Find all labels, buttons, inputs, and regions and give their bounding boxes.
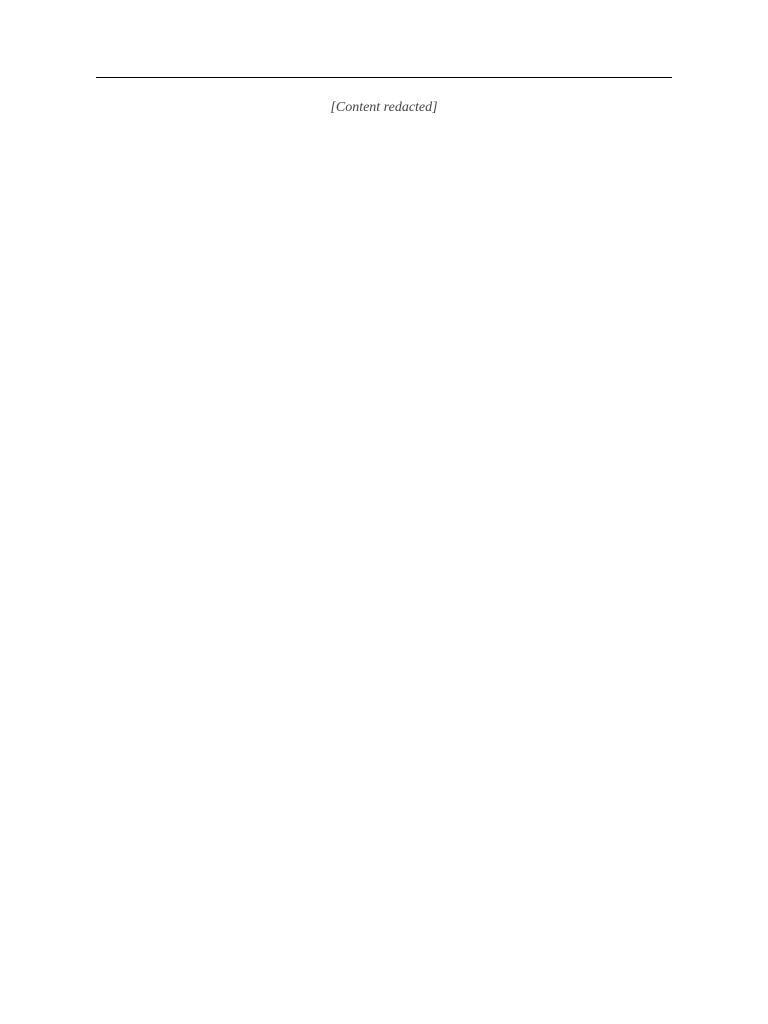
redaction-note: [Content redacted] [330,100,438,115]
header-rule [96,77,672,78]
